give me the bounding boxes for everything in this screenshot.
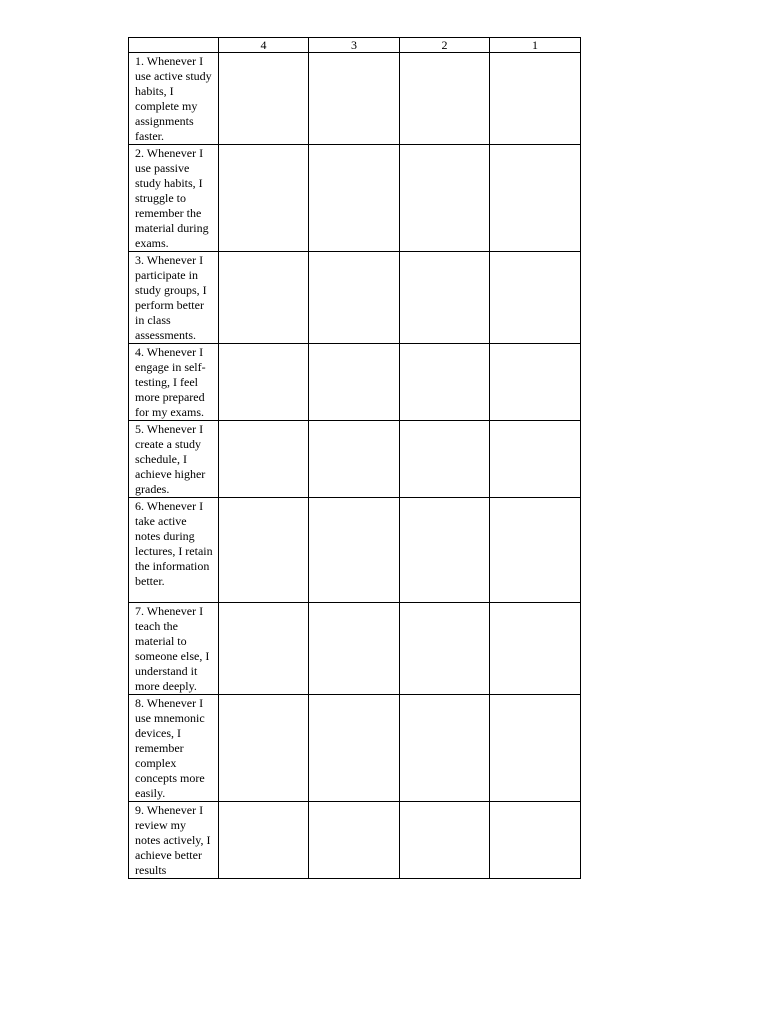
likert-survey-table	[128, 37, 581, 879]
rating-cell-4[interactable]	[219, 344, 309, 421]
table-row	[129, 53, 581, 145]
rating-cell-4[interactable]	[219, 603, 309, 695]
rating-cell-4[interactable]	[219, 802, 309, 879]
table-row	[129, 802, 581, 879]
rating-cell-1[interactable]	[490, 421, 581, 498]
rating-cell-4[interactable]	[219, 498, 309, 603]
table-row	[129, 603, 581, 695]
statement-cell: 6. Whenever I take active notes during lectures, I retain the information better.	[129, 498, 219, 603]
table-row	[129, 344, 581, 421]
table-row	[129, 421, 581, 498]
rating-cell-2[interactable]	[400, 344, 490, 421]
rating-cell-2[interactable]	[400, 145, 490, 252]
table-body	[129, 53, 581, 879]
table-row	[129, 498, 581, 603]
rating-cell-3[interactable]	[309, 802, 400, 879]
rating-cell-3[interactable]	[309, 498, 400, 603]
table-row	[129, 145, 581, 252]
rating-cell-3[interactable]	[309, 344, 400, 421]
rating-cell-3[interactable]	[309, 252, 400, 344]
statement-cell: 1. Whenever I use active study habits, I complete my assignments faster.	[129, 53, 219, 145]
header-rating-2: 2	[400, 38, 490, 53]
statement-cell: 8. Whenever I use mnemonic devices, I remember complex concepts more easily.	[129, 695, 219, 802]
rating-cell-1[interactable]	[490, 603, 581, 695]
rating-cell-4[interactable]	[219, 695, 309, 802]
statement-cell: 9. Whenever I review my notes actively, I achieve better results	[129, 802, 219, 879]
rating-cell-1[interactable]	[490, 252, 581, 344]
header-rating-3: 3	[309, 38, 400, 53]
table-row	[129, 252, 581, 344]
header-rating-1: 1	[490, 38, 581, 53]
rating-cell-1[interactable]	[490, 53, 581, 145]
statement-cell: 7. Whenever I teach the material to someone else, I understand it more deeply.	[129, 603, 219, 695]
statement-cell: 2. Whenever I use passive study habits, I struggle to remember the material during exams.	[129, 145, 219, 252]
rating-cell-1[interactable]	[490, 695, 581, 802]
rating-cell-2[interactable]	[400, 252, 490, 344]
header-row	[129, 38, 581, 53]
rating-cell-4[interactable]	[219, 421, 309, 498]
statement-cell: 3. Whenever I participate in study groups, I perform better in class assessments.	[129, 252, 219, 344]
statement-cell: 5. Whenever I create a study schedule, I achieve higher grades.	[129, 421, 219, 498]
table-header	[129, 38, 581, 53]
rating-cell-1[interactable]	[490, 498, 581, 603]
rating-cell-2[interactable]	[400, 603, 490, 695]
rating-cell-2[interactable]	[400, 421, 490, 498]
rating-cell-1[interactable]	[490, 344, 581, 421]
rating-cell-3[interactable]	[309, 53, 400, 145]
rating-cell-1[interactable]	[490, 802, 581, 879]
rating-cell-3[interactable]	[309, 603, 400, 695]
rating-cell-2[interactable]	[400, 695, 490, 802]
table-row	[129, 695, 581, 802]
rating-cell-2[interactable]	[400, 802, 490, 879]
rating-cell-4[interactable]	[219, 53, 309, 145]
header-rating-4: 4	[219, 38, 309, 53]
rating-cell-2[interactable]	[400, 53, 490, 145]
rating-cell-4[interactable]	[219, 145, 309, 252]
rating-cell-4[interactable]	[219, 252, 309, 344]
statement-cell: 4. Whenever I engage in self-testing, I feel more prepared for my exams.	[129, 344, 219, 421]
rating-cell-3[interactable]	[309, 421, 400, 498]
rating-cell-3[interactable]	[309, 695, 400, 802]
rating-cell-3[interactable]	[309, 145, 400, 252]
rating-cell-1[interactable]	[490, 145, 581, 252]
header-blank-cell	[129, 38, 219, 53]
rating-cell-2[interactable]	[400, 498, 490, 603]
